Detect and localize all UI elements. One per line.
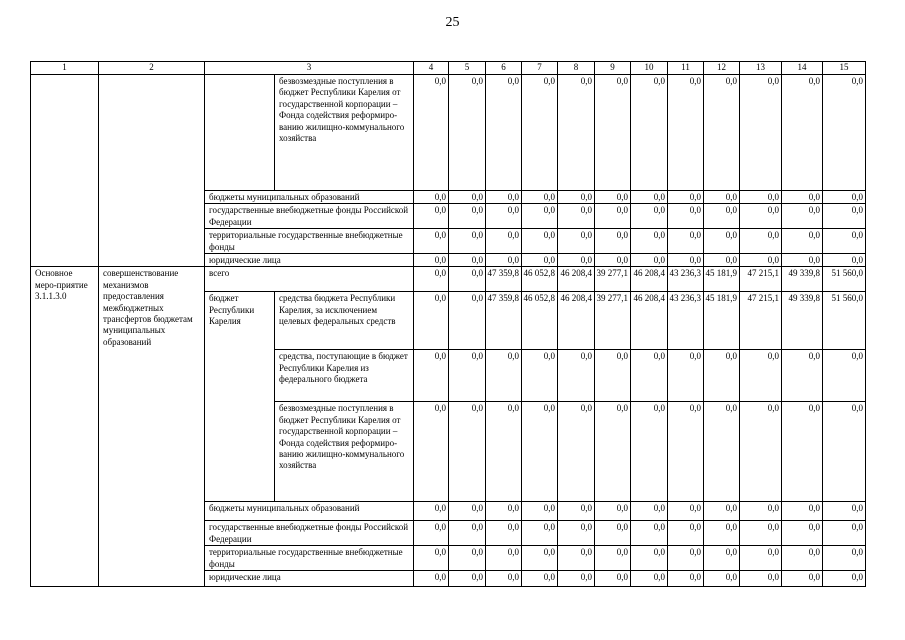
value-cell: 0,0: [668, 75, 704, 191]
value-cell: 0,0: [522, 521, 558, 546]
value-cell: 0,0: [782, 204, 823, 229]
value-cell: 0,0: [740, 571, 782, 587]
value-cell: 0,0: [486, 571, 522, 587]
header-cell: 13: [740, 62, 782, 75]
table-row: [31, 75, 866, 191]
value-cell: 0,0: [522, 571, 558, 587]
value-cell: 0,0: [595, 502, 631, 521]
value-cell: 0,0: [595, 75, 631, 191]
value-cell: 0,0: [668, 254, 704, 267]
value-cell: 0,0: [668, 350, 704, 402]
value-cell: 0,0: [740, 254, 782, 267]
value-cell: 0,0: [823, 229, 866, 254]
measure-title: совершенствование механизмов предоставления межбюджетных трансфертов бюджетам муниципальных образований: [99, 267, 205, 587]
value-cell: 0,0: [740, 191, 782, 204]
value-cell: 0,0: [782, 350, 823, 402]
value-cell: 46 052,8: [522, 267, 558, 292]
value-cell: 0,0: [414, 267, 449, 292]
value-cell: 0,0: [823, 254, 866, 267]
value-cell: 0,0: [782, 191, 823, 204]
value-cell: 0,0: [631, 502, 668, 521]
value-cell: 0,0: [740, 75, 782, 191]
value-cell: 0,0: [486, 75, 522, 191]
value-cell: 0,0: [522, 502, 558, 521]
value-cell: 0,0: [704, 571, 740, 587]
header-cell: 15: [823, 62, 866, 75]
value-cell: 49 339,8: [782, 267, 823, 292]
value-cell: 0,0: [449, 571, 486, 587]
value-cell: 0,0: [486, 402, 522, 502]
value-cell: 0,0: [782, 502, 823, 521]
budget-table: [30, 61, 866, 587]
value-cell: 0,0: [668, 191, 704, 204]
empty-cell: [205, 75, 275, 191]
value-cell: 0,0: [558, 229, 595, 254]
value-cell: 0,0: [704, 350, 740, 402]
value-cell: 0,0: [522, 546, 558, 571]
value-cell: 0,0: [558, 75, 595, 191]
measure-label: Основное меро-приятие 3.1.1.3.0: [31, 267, 99, 587]
value-cell: 0,0: [522, 204, 558, 229]
value-cell: 0,0: [631, 350, 668, 402]
value-cell: 0,0: [414, 402, 449, 502]
budget-source-label: бюджет Республики Карелия: [205, 292, 275, 502]
empty-cell: [31, 75, 99, 267]
value-cell: 0,0: [668, 521, 704, 546]
empty-cell: [99, 75, 205, 267]
value-cell: 0,0: [631, 204, 668, 229]
value-cell: 0,0: [522, 350, 558, 402]
value-cell: 0,0: [449, 292, 486, 350]
value-cell: 43 236,3: [668, 292, 704, 350]
row-label: государственные внебюджетные фонды Российской Федерации: [205, 521, 414, 546]
value-cell: 0,0: [782, 402, 823, 502]
value-cell: 0,0: [449, 402, 486, 502]
value-cell: 0,0: [522, 191, 558, 204]
value-cell: 0,0: [631, 521, 668, 546]
value-cell: 0,0: [595, 350, 631, 402]
value-cell: 0,0: [522, 229, 558, 254]
value-cell: 0,0: [704, 191, 740, 204]
value-cell: 0,0: [558, 502, 595, 521]
value-cell: 47 215,1: [740, 292, 782, 350]
value-cell: 0,0: [449, 204, 486, 229]
value-cell: 0,0: [449, 502, 486, 521]
value-cell: 0,0: [414, 292, 449, 350]
value-cell: 0,0: [414, 254, 449, 267]
value-cell: 0,0: [823, 402, 866, 502]
header-cell: 5: [449, 62, 486, 75]
value-cell: 0,0: [414, 521, 449, 546]
value-cell: 0,0: [823, 204, 866, 229]
value-cell: 0,0: [740, 204, 782, 229]
value-cell: 0,0: [449, 191, 486, 204]
value-cell: 0,0: [558, 350, 595, 402]
value-cell: 0,0: [595, 254, 631, 267]
value-cell: 0,0: [740, 521, 782, 546]
value-cell: 0,0: [449, 350, 486, 402]
value-cell: 0,0: [414, 75, 449, 191]
value-cell: 0,0: [558, 191, 595, 204]
header-cell: 4: [414, 62, 449, 75]
row-label: юридические лица: [205, 254, 414, 267]
value-cell: 47 359,8: [486, 267, 522, 292]
value-cell: 0,0: [631, 254, 668, 267]
value-cell: 0,0: [449, 75, 486, 191]
value-cell: 0,0: [631, 229, 668, 254]
header-cell: 11: [668, 62, 704, 75]
row-label: безвозмездные поступления в бюджет Республики Карелия от государственной корпорации – Фонда содействия реформиро-ванию жилищно-коммунального хозяйства: [275, 402, 414, 502]
value-cell: 0,0: [522, 402, 558, 502]
value-cell: 51 560,0: [823, 292, 866, 350]
value-cell: 0,0: [704, 502, 740, 521]
value-cell: 0,0: [414, 546, 449, 571]
value-cell: 0,0: [486, 204, 522, 229]
value-cell: 0,0: [558, 521, 595, 546]
value-cell: 0,0: [522, 254, 558, 267]
value-cell: 45 181,9: [704, 267, 740, 292]
value-cell: 43 236,3: [668, 267, 704, 292]
value-cell: 39 277,1: [595, 292, 631, 350]
value-cell: 45 181,9: [704, 292, 740, 350]
value-cell: 0,0: [631, 191, 668, 204]
value-cell: 0,0: [704, 546, 740, 571]
value-cell: 0,0: [823, 521, 866, 546]
value-cell: 47 359,8: [486, 292, 522, 350]
page-number: 25: [445, 15, 460, 30]
value-cell: 0,0: [449, 521, 486, 546]
value-cell: 0,0: [668, 229, 704, 254]
value-cell: 0,0: [782, 229, 823, 254]
value-cell: 0,0: [740, 229, 782, 254]
value-cell: 0,0: [595, 571, 631, 587]
value-cell: 0,0: [668, 502, 704, 521]
header-cell: 3: [205, 62, 414, 75]
value-cell: 0,0: [558, 204, 595, 229]
row-label: бюджеты муниципальных образований: [205, 191, 414, 204]
value-cell: 0,0: [414, 350, 449, 402]
value-cell: 0,0: [414, 571, 449, 587]
header-cell: 12: [704, 62, 740, 75]
header-cell: 14: [782, 62, 823, 75]
value-cell: 0,0: [486, 229, 522, 254]
value-cell: 39 277,1: [595, 267, 631, 292]
value-cell: 0,0: [704, 254, 740, 267]
value-cell: 0,0: [782, 75, 823, 191]
header-cell: 2: [99, 62, 205, 75]
row-label: безвозмездные поступления в бюджет Республики Карелия от государственной корпорации – Фонда содействия реформиро-ванию жилищно-коммунального хозяйства: [275, 75, 414, 191]
header-cell: 10: [631, 62, 668, 75]
value-cell: 0,0: [823, 571, 866, 587]
value-cell: 0,0: [823, 546, 866, 571]
value-cell: 0,0: [740, 402, 782, 502]
row-label: средства, поступающие в бюджет Республики Карелия из федерального бюджета: [275, 350, 414, 402]
value-cell: 46 208,4: [631, 267, 668, 292]
value-cell: 0,0: [558, 254, 595, 267]
value-cell: 0,0: [782, 254, 823, 267]
table-row: [31, 267, 866, 292]
value-cell: 0,0: [486, 254, 522, 267]
value-cell: 0,0: [414, 229, 449, 254]
value-cell: 0,0: [558, 402, 595, 502]
value-cell: 0,0: [595, 402, 631, 502]
value-cell: 0,0: [631, 402, 668, 502]
row-label: бюджеты муниципальных образований: [205, 502, 414, 521]
value-cell: 46 052,8: [522, 292, 558, 350]
value-cell: 0,0: [668, 402, 704, 502]
value-cell: 0,0: [704, 402, 740, 502]
header-cell: 7: [522, 62, 558, 75]
header-cell: 8: [558, 62, 595, 75]
header-row: [31, 62, 866, 75]
value-cell: 0,0: [782, 521, 823, 546]
row-label: территориальные государственные внебюджетные фонды: [205, 546, 414, 571]
value-cell: 0,0: [414, 191, 449, 204]
value-cell: 0,0: [823, 350, 866, 402]
value-cell: 0,0: [595, 546, 631, 571]
row-label: государственные внебюджетные фонды Российской Федерации: [205, 204, 414, 229]
value-cell: 0,0: [414, 204, 449, 229]
value-cell: 0,0: [449, 229, 486, 254]
value-cell: 0,0: [668, 571, 704, 587]
value-cell: 0,0: [704, 204, 740, 229]
value-cell: 51 560,0: [823, 267, 866, 292]
value-cell: 0,0: [449, 254, 486, 267]
row-label: юридические лица: [205, 571, 414, 587]
value-cell: 0,0: [782, 546, 823, 571]
value-cell: 0,0: [486, 521, 522, 546]
value-cell: 46 208,4: [631, 292, 668, 350]
header-cell: 6: [486, 62, 522, 75]
value-cell: 0,0: [704, 229, 740, 254]
value-cell: 0,0: [486, 350, 522, 402]
value-cell: 0,0: [486, 546, 522, 571]
value-cell: 0,0: [823, 502, 866, 521]
value-cell: 0,0: [823, 75, 866, 191]
value-cell: 46 208,4: [558, 267, 595, 292]
value-cell: 0,0: [668, 204, 704, 229]
header-cell: 1: [31, 62, 99, 75]
value-cell: 0,0: [595, 521, 631, 546]
value-cell: 0,0: [704, 75, 740, 191]
value-cell: 46 208,4: [558, 292, 595, 350]
header-cell: 9: [595, 62, 631, 75]
value-cell: 0,0: [595, 204, 631, 229]
row-label: территориальные государственные внебюджетные фонды: [205, 229, 414, 254]
value-cell: 0,0: [414, 502, 449, 521]
value-cell: 0,0: [631, 546, 668, 571]
value-cell: 49 339,8: [782, 292, 823, 350]
value-cell: 0,0: [449, 267, 486, 292]
value-cell: 0,0: [740, 502, 782, 521]
value-cell: 0,0: [486, 502, 522, 521]
value-cell: 0,0: [631, 75, 668, 191]
value-cell: 0,0: [704, 521, 740, 546]
value-cell: 0,0: [449, 546, 486, 571]
value-cell: 0,0: [740, 546, 782, 571]
value-cell: 0,0: [486, 191, 522, 204]
value-cell: 0,0: [668, 546, 704, 571]
value-cell: 47 215,1: [740, 267, 782, 292]
value-cell: 0,0: [782, 571, 823, 587]
value-cell: 0,0: [740, 350, 782, 402]
row-label: средства бюджета Республики Карелия, за исключением целевых федеральных средств: [275, 292, 414, 350]
value-cell: 0,0: [522, 75, 558, 191]
value-cell: 0,0: [631, 571, 668, 587]
row-label: всего: [205, 267, 414, 292]
value-cell: 0,0: [558, 571, 595, 587]
value-cell: 0,0: [558, 546, 595, 571]
value-cell: 0,0: [823, 191, 866, 204]
value-cell: 0,0: [595, 229, 631, 254]
value-cell: 0,0: [595, 191, 631, 204]
